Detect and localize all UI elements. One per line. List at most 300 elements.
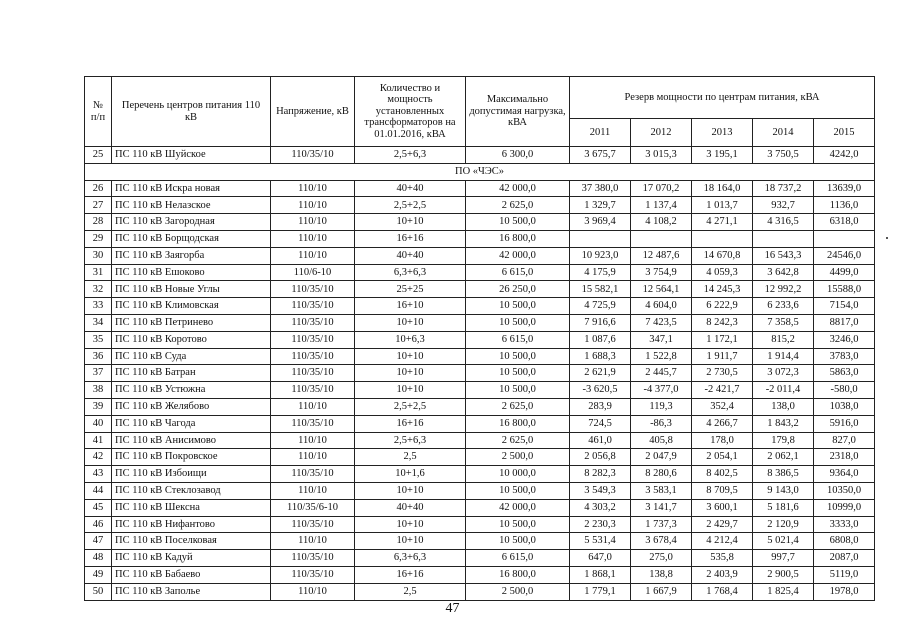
reserve-2015-cell: 3333,0	[814, 516, 875, 533]
reserve-2011-cell: 3 969,4	[570, 214, 631, 231]
transformers-cell: 16+10	[355, 298, 466, 315]
reserve-2015-cell: 2318,0	[814, 449, 875, 466]
reserve-2013-cell: 2 730,5	[692, 365, 753, 382]
substation-name-cell: ПС 110 кВ Искра новая	[112, 180, 271, 197]
transformers-cell: 2,5+6,3	[355, 147, 466, 164]
table-row	[85, 214, 875, 231]
table-row	[85, 197, 875, 214]
reserve-2014-cell: 6 233,6	[753, 298, 814, 315]
reserve-2011-cell: 3 549,3	[570, 482, 631, 499]
voltage-cell: 110/35/10	[271, 348, 355, 365]
row-number-cell: 39	[85, 398, 112, 415]
substation-name-cell: ПС 110 кВ Суда	[112, 348, 271, 365]
table-row	[85, 314, 875, 331]
header-year: 2014	[753, 119, 814, 147]
header-voltage: Напряжение, кВ	[271, 77, 355, 147]
max-load-cell: 10 500,0	[466, 533, 570, 550]
table-row	[85, 533, 875, 550]
substation-name-cell: ПС 110 кВ Климовская	[112, 298, 271, 315]
reserve-2015-cell: 5863,0	[814, 365, 875, 382]
reserve-2012-cell: 275,0	[631, 550, 692, 567]
voltage-cell: 110/35/10	[271, 365, 355, 382]
max-load-cell: 10 500,0	[466, 382, 570, 399]
voltage-cell: 110/35/10	[271, 147, 355, 164]
reserve-2011-cell: 1 329,7	[570, 197, 631, 214]
max-load-cell: 10 000,0	[466, 466, 570, 483]
reserve-2011-cell: 1 779,1	[570, 583, 631, 600]
header-transformers: Количество и мощность установленных трансформаторов на 01.01.2016, кВА	[355, 77, 466, 147]
reserve-2015-cell: 10350,0	[814, 482, 875, 499]
reserve-2013-cell: 4 212,4	[692, 533, 753, 550]
transformers-cell: 10+10	[355, 214, 466, 231]
header-year: 2011	[570, 119, 631, 147]
max-load-cell: 6 615,0	[466, 331, 570, 348]
row-number-cell: 48	[85, 550, 112, 567]
substation-name-cell: ПС 110 кВ Батран	[112, 365, 271, 382]
header-name: Перечень центров питания 110 кВ	[112, 77, 271, 147]
substation-name-cell: ПС 110 кВ Шексна	[112, 499, 271, 516]
substation-name-cell: ПС 110 кВ Борщодская	[112, 230, 271, 247]
transformers-cell: 40+40	[355, 180, 466, 197]
substation-name-cell: ПС 110 кВ Новые Углы	[112, 281, 271, 298]
reserve-2015-cell: 3246,0	[814, 331, 875, 348]
max-load-cell: 2 625,0	[466, 432, 570, 449]
voltage-cell: 110/10	[271, 398, 355, 415]
reserve-2015-cell: 9364,0	[814, 466, 875, 483]
reserve-2012-cell: 405,8	[631, 432, 692, 449]
section-title: ПО «ЧЭС»	[85, 163, 875, 180]
reserve-2011-cell: 8 282,3	[570, 466, 631, 483]
transformers-cell: 10+10	[355, 482, 466, 499]
max-load-cell: 2 500,0	[466, 449, 570, 466]
max-load-cell: 10 500,0	[466, 314, 570, 331]
row-number-cell: 50	[85, 583, 112, 600]
reserve-2013-cell: 1 013,7	[692, 197, 753, 214]
reserve-2012-cell: 1 522,8	[631, 348, 692, 365]
table-row	[85, 147, 875, 164]
row-number-cell: 40	[85, 415, 112, 432]
row-number-cell: 36	[85, 348, 112, 365]
reserve-2011-cell: 1 868,1	[570, 566, 631, 583]
voltage-cell: 110/35/10	[271, 281, 355, 298]
reserve-2013-cell: 352,4	[692, 398, 753, 415]
voltage-cell: 110/10	[271, 214, 355, 231]
reserve-2015-cell: 6318,0	[814, 214, 875, 231]
reserve-2013-cell: 1 768,4	[692, 583, 753, 600]
row-number-cell: 28	[85, 214, 112, 231]
reserve-2012-cell: 12 564,1	[631, 281, 692, 298]
reserve-2013-cell	[692, 230, 753, 247]
reserve-2012-cell: 1 737,3	[631, 516, 692, 533]
table-row	[85, 247, 875, 264]
reserve-2014-cell: 1 825,4	[753, 583, 814, 600]
reserve-2012-cell: 2 445,7	[631, 365, 692, 382]
row-number-cell: 45	[85, 499, 112, 516]
page-number: 47	[445, 601, 460, 616]
max-load-cell: 10 500,0	[466, 298, 570, 315]
transformers-cell: 6,3+6,3	[355, 264, 466, 281]
reserve-2011-cell: 37 380,0	[570, 180, 631, 197]
table-row	[85, 499, 875, 516]
row-number-cell: 35	[85, 331, 112, 348]
row-number-cell: 41	[85, 432, 112, 449]
reserve-2012-cell: 2 047,9	[631, 449, 692, 466]
reserve-2014-cell: 16 543,3	[753, 247, 814, 264]
row-number-cell: 42	[85, 449, 112, 466]
reserve-2013-cell: 14 670,8	[692, 247, 753, 264]
reserve-2013-cell: 8 709,5	[692, 482, 753, 499]
table-row	[85, 516, 875, 533]
reserve-2011-cell: 461,0	[570, 432, 631, 449]
reserve-2012-cell: -86,3	[631, 415, 692, 432]
reserve-2013-cell: 18 164,0	[692, 180, 753, 197]
reserve-2015-cell: 827,0	[814, 432, 875, 449]
reserve-2013-cell: 1 172,1	[692, 331, 753, 348]
reserve-2015-cell: 5119,0	[814, 566, 875, 583]
max-load-cell: 16 800,0	[466, 566, 570, 583]
row-number-cell: 30	[85, 247, 112, 264]
table-row	[85, 382, 875, 399]
reserve-2014-cell: 997,7	[753, 550, 814, 567]
reserve-2011-cell: 5 531,4	[570, 533, 631, 550]
reserve-2015-cell: 4242,0	[814, 147, 875, 164]
reserve-2012-cell: 8 280,6	[631, 466, 692, 483]
max-load-cell: 42 000,0	[466, 499, 570, 516]
reserve-2011-cell: 2 056,8	[570, 449, 631, 466]
reserve-2015-cell: 10999,0	[814, 499, 875, 516]
reserve-2011-cell: 647,0	[570, 550, 631, 567]
reserve-2012-cell: 4 604,0	[631, 298, 692, 315]
reserve-2014-cell: 2 062,1	[753, 449, 814, 466]
header-year: 2015	[814, 119, 875, 147]
voltage-cell: 110/10	[271, 482, 355, 499]
power-reserve-table	[84, 76, 875, 601]
reserve-2011-cell: 2 621,9	[570, 365, 631, 382]
reserve-2012-cell: 3 678,4	[631, 533, 692, 550]
substation-name-cell: ПС 110 кВ Петринево	[112, 314, 271, 331]
header-num: № п/п	[85, 77, 112, 147]
max-load-cell: 26 250,0	[466, 281, 570, 298]
table-row	[85, 298, 875, 315]
reserve-2013-cell: 14 245,3	[692, 281, 753, 298]
section-row	[85, 163, 875, 180]
reserve-2015-cell: 8817,0	[814, 314, 875, 331]
row-number-cell: 38	[85, 382, 112, 399]
reserve-2014-cell: 138,0	[753, 398, 814, 415]
voltage-cell: 110/35/10	[271, 331, 355, 348]
reserve-2015-cell: 15588,0	[814, 281, 875, 298]
reserve-2013-cell: 2 429,7	[692, 516, 753, 533]
table-row	[85, 398, 875, 415]
max-load-cell: 10 500,0	[466, 482, 570, 499]
substation-name-cell: ПС 110 кВ Избоищи	[112, 466, 271, 483]
reserve-2011-cell: 1 087,6	[570, 331, 631, 348]
reserve-2011-cell: 3 675,7	[570, 147, 631, 164]
substation-name-cell: ПС 110 кВ Кадуй	[112, 550, 271, 567]
reserve-2013-cell: 4 266,7	[692, 415, 753, 432]
row-number-cell: 32	[85, 281, 112, 298]
substation-name-cell: ПС 110 кВ Коротово	[112, 331, 271, 348]
row-number-cell: 49	[85, 566, 112, 583]
reserve-2011-cell	[570, 230, 631, 247]
reserve-2012-cell: 119,3	[631, 398, 692, 415]
reserve-2014-cell: 2 120,9	[753, 516, 814, 533]
table-row	[85, 180, 875, 197]
transformers-cell: 6,3+6,3	[355, 550, 466, 567]
voltage-cell: 110/10	[271, 583, 355, 600]
max-load-cell: 10 500,0	[466, 214, 570, 231]
transformers-cell: 10+10	[355, 348, 466, 365]
voltage-cell: 110/10	[271, 449, 355, 466]
voltage-cell: 110/35/10	[271, 314, 355, 331]
max-load-cell: 16 800,0	[466, 230, 570, 247]
reserve-2014-cell: 3 642,8	[753, 264, 814, 281]
scan-speck	[886, 237, 888, 239]
reserve-2015-cell: 5916,0	[814, 415, 875, 432]
max-load-cell: 42 000,0	[466, 247, 570, 264]
reserve-2011-cell: 10 923,0	[570, 247, 631, 264]
reserve-2014-cell: 3 750,5	[753, 147, 814, 164]
transformers-cell: 40+40	[355, 247, 466, 264]
reserve-2014-cell: 18 737,2	[753, 180, 814, 197]
reserve-2012-cell: 138,8	[631, 566, 692, 583]
voltage-cell: 110/35/6-10	[271, 499, 355, 516]
row-number-cell: 31	[85, 264, 112, 281]
table-row	[85, 331, 875, 348]
substation-name-cell: ПС 110 кВ Нелазское	[112, 197, 271, 214]
substation-name-cell: ПС 110 кВ Ешоково	[112, 264, 271, 281]
voltage-cell: 110/10	[271, 247, 355, 264]
reserve-2012-cell: 12 487,6	[631, 247, 692, 264]
reserve-2014-cell	[753, 230, 814, 247]
reserve-2012-cell: 347,1	[631, 331, 692, 348]
reserve-2011-cell: 7 916,6	[570, 314, 631, 331]
reserve-2015-cell: 24546,0	[814, 247, 875, 264]
reserve-2014-cell: 179,8	[753, 432, 814, 449]
transformers-cell: 2,5+2,5	[355, 398, 466, 415]
table-row	[85, 466, 875, 483]
reserve-2015-cell: 3783,0	[814, 348, 875, 365]
transformers-cell: 10+6,3	[355, 331, 466, 348]
reserve-2015-cell: 4499,0	[814, 264, 875, 281]
reserve-2015-cell: 1136,0	[814, 197, 875, 214]
voltage-cell: 110/35/10	[271, 550, 355, 567]
reserve-2012-cell: 4 108,2	[631, 214, 692, 231]
row-number-cell: 47	[85, 533, 112, 550]
transformers-cell: 10+1,6	[355, 466, 466, 483]
table-row	[85, 482, 875, 499]
table-row	[85, 432, 875, 449]
header-year: 2013	[692, 119, 753, 147]
table-row	[85, 566, 875, 583]
reserve-2012-cell: 3 754,9	[631, 264, 692, 281]
reserve-2014-cell: 8 386,5	[753, 466, 814, 483]
voltage-cell: 110/10	[271, 230, 355, 247]
table-row	[85, 264, 875, 281]
table-row	[85, 449, 875, 466]
transformers-cell: 25+25	[355, 281, 466, 298]
voltage-cell: 110/35/10	[271, 382, 355, 399]
reserve-2015-cell	[814, 230, 875, 247]
reserve-2014-cell: 2 900,5	[753, 566, 814, 583]
reserve-2011-cell: 724,5	[570, 415, 631, 432]
reserve-2014-cell: 7 358,5	[753, 314, 814, 331]
transformers-cell: 10+10	[355, 314, 466, 331]
transformers-cell: 2,5+6,3	[355, 432, 466, 449]
reserve-2015-cell: 1038,0	[814, 398, 875, 415]
reserve-2012-cell: 7 423,5	[631, 314, 692, 331]
substation-name-cell: ПС 110 кВ Устюжна	[112, 382, 271, 399]
max-load-cell: 6 300,0	[466, 147, 570, 164]
reserve-2014-cell: 1 914,4	[753, 348, 814, 365]
reserve-2013-cell: 535,8	[692, 550, 753, 567]
reserve-2014-cell: 5 181,6	[753, 499, 814, 516]
reserve-2015-cell: -580,0	[814, 382, 875, 399]
header-reserve: Резерв мощности по центрам питания, кВА	[570, 77, 875, 119]
max-load-cell: 6 615,0	[466, 550, 570, 567]
voltage-cell: 110/35/10	[271, 516, 355, 533]
max-load-cell: 2 500,0	[466, 583, 570, 600]
reserve-2013-cell: 3 600,1	[692, 499, 753, 516]
max-load-cell: 6 615,0	[466, 264, 570, 281]
table-row	[85, 365, 875, 382]
reserve-2011-cell: 4 725,9	[570, 298, 631, 315]
reserve-2013-cell: 3 195,1	[692, 147, 753, 164]
max-load-cell: 10 500,0	[466, 365, 570, 382]
reserve-2015-cell: 1978,0	[814, 583, 875, 600]
reserve-2012-cell: -4 377,0	[631, 382, 692, 399]
voltage-cell: 110/10	[271, 180, 355, 197]
transformers-cell: 16+16	[355, 415, 466, 432]
row-number-cell: 26	[85, 180, 112, 197]
reserve-2012-cell: 3 015,3	[631, 147, 692, 164]
reserve-2015-cell: 6808,0	[814, 533, 875, 550]
voltage-cell: 110/35/10	[271, 415, 355, 432]
max-load-cell: 42 000,0	[466, 180, 570, 197]
reserve-2014-cell: 815,2	[753, 331, 814, 348]
reserve-2011-cell: 15 582,1	[570, 281, 631, 298]
reserve-2013-cell: 2 403,9	[692, 566, 753, 583]
reserve-2014-cell: 5 021,4	[753, 533, 814, 550]
transformers-cell: 40+40	[355, 499, 466, 516]
reserve-2012-cell: 3 141,7	[631, 499, 692, 516]
row-number-cell: 34	[85, 314, 112, 331]
reserve-2014-cell: 3 072,3	[753, 365, 814, 382]
row-number-cell: 25	[85, 147, 112, 164]
max-load-cell: 10 500,0	[466, 348, 570, 365]
reserve-2013-cell: 4 271,1	[692, 214, 753, 231]
row-number-cell: 43	[85, 466, 112, 483]
voltage-cell: 110/10	[271, 432, 355, 449]
reserve-2011-cell: 1 688,3	[570, 348, 631, 365]
row-number-cell: 29	[85, 230, 112, 247]
transformers-cell: 10+10	[355, 382, 466, 399]
reserve-2013-cell: 178,0	[692, 432, 753, 449]
transformers-cell: 2,5	[355, 583, 466, 600]
voltage-cell: 110/35/10	[271, 466, 355, 483]
reserve-2015-cell: 2087,0	[814, 550, 875, 567]
table-row	[85, 348, 875, 365]
table-row	[85, 230, 875, 247]
reserve-2013-cell: -2 421,7	[692, 382, 753, 399]
substation-name-cell: ПС 110 кВ Шуйское	[112, 147, 271, 164]
document-sheet	[84, 76, 875, 601]
reserve-2014-cell: -2 011,4	[753, 382, 814, 399]
substation-name-cell: ПС 110 кВ Заягорба	[112, 247, 271, 264]
table-row	[85, 583, 875, 600]
reserve-2013-cell: 8 402,5	[692, 466, 753, 483]
substation-name-cell: ПС 110 кВ Анисимово	[112, 432, 271, 449]
reserve-2014-cell: 1 843,2	[753, 415, 814, 432]
substation-name-cell: ПС 110 кВ Покровское	[112, 449, 271, 466]
row-number-cell: 33	[85, 298, 112, 315]
substation-name-cell: ПС 110 кВ Загородная	[112, 214, 271, 231]
table-header	[85, 77, 875, 147]
voltage-cell: 110/35/10	[271, 298, 355, 315]
reserve-2012-cell	[631, 230, 692, 247]
reserve-2013-cell: 4 059,3	[692, 264, 753, 281]
transformers-cell: 10+10	[355, 533, 466, 550]
max-load-cell: 2 625,0	[466, 398, 570, 415]
header-max-load: Максимально допустимая нагрузка, кВА	[466, 77, 570, 147]
substation-name-cell: ПС 110 кВ Поселковая	[112, 533, 271, 550]
reserve-2014-cell: 932,7	[753, 197, 814, 214]
table-row	[85, 550, 875, 567]
reserve-2012-cell: 1 137,4	[631, 197, 692, 214]
substation-name-cell: ПС 110 кВ Чагода	[112, 415, 271, 432]
voltage-cell: 110/10	[271, 197, 355, 214]
table-body	[85, 147, 875, 601]
reserve-2013-cell: 8 242,3	[692, 314, 753, 331]
substation-name-cell: ПС 110 кВ Заполье	[112, 583, 271, 600]
table-row	[85, 281, 875, 298]
reserve-2011-cell: -3 620,5	[570, 382, 631, 399]
reserve-2012-cell: 17 070,2	[631, 180, 692, 197]
reserve-2011-cell: 2 230,3	[570, 516, 631, 533]
row-number-cell: 46	[85, 516, 112, 533]
table-row	[85, 415, 875, 432]
row-number-cell: 37	[85, 365, 112, 382]
reserve-2012-cell: 1 667,9	[631, 583, 692, 600]
row-number-cell: 44	[85, 482, 112, 499]
transformers-cell: 10+10	[355, 516, 466, 533]
reserve-2011-cell: 283,9	[570, 398, 631, 415]
reserve-2013-cell: 1 911,7	[692, 348, 753, 365]
reserve-2013-cell: 2 054,1	[692, 449, 753, 466]
max-load-cell: 2 625,0	[466, 197, 570, 214]
reserve-2014-cell: 12 992,2	[753, 281, 814, 298]
transformers-cell: 10+10	[355, 365, 466, 382]
reserve-2015-cell: 7154,0	[814, 298, 875, 315]
voltage-cell: 110/6-10	[271, 264, 355, 281]
transformers-cell: 16+16	[355, 566, 466, 583]
max-load-cell: 16 800,0	[466, 415, 570, 432]
reserve-2014-cell: 9 143,0	[753, 482, 814, 499]
substation-name-cell: ПС 110 кВ Желябово	[112, 398, 271, 415]
reserve-2013-cell: 6 222,9	[692, 298, 753, 315]
substation-name-cell: ПС 110 кВ Бабаево	[112, 566, 271, 583]
reserve-2012-cell: 3 583,1	[631, 482, 692, 499]
reserve-2011-cell: 4 303,2	[570, 499, 631, 516]
reserve-2011-cell: 4 175,9	[570, 264, 631, 281]
substation-name-cell: ПС 110 кВ Стеклозавод	[112, 482, 271, 499]
reserve-2015-cell: 13639,0	[814, 180, 875, 197]
header-year: 2012	[631, 119, 692, 147]
voltage-cell: 110/10	[271, 533, 355, 550]
reserve-2014-cell: 4 316,5	[753, 214, 814, 231]
voltage-cell: 110/35/10	[271, 566, 355, 583]
max-load-cell: 10 500,0	[466, 516, 570, 533]
